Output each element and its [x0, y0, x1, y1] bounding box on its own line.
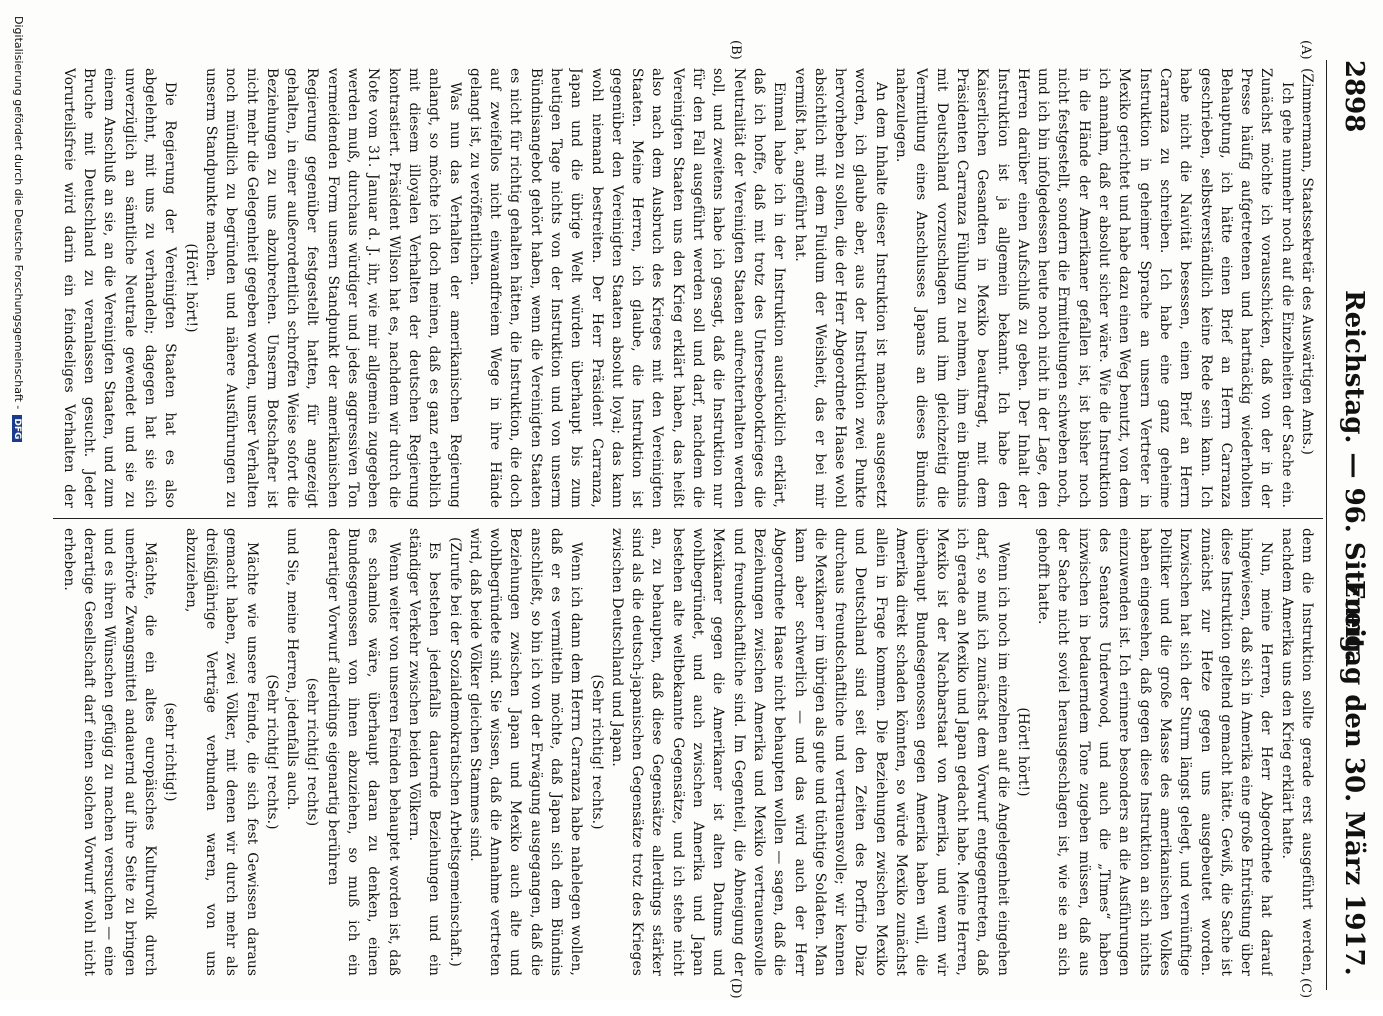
paragraph: Wenn ich noch im einzelnen auf die Angelegenheit eingehen darf, so muß ich zunächst dem Vorwurf entgegentreten, daß ich gerade an Mexiko und Japan gedacht habe. Meine Herren, Mexiko ist der Nachbarstaat von Amerika, und wenn wir überhaupt Bundesgenossen gegen Amerika haben will, die Amerika direkt schaden könnten, so würde Mexiko zunächst allein in Frage kommen. Die Beziehungen zwischen Mexiko und Deutschland sind seit den Zeiten des Porfirio Diaz durchaus freundschaftliche und vertrauensvolle; wir kennen die Mexikaner im übrigen als gute und tüchtige Soldaten. Man kann aber schwerlich — und das wird auch der Herr Abgeordnete Haase nicht behaupten wollen — sagen, daß die Beziehungen zwischen Amerika und Mexiko vertrauensvolle und freundschaftliche sind. Im Gegenteil, die Abneigung der Mexikaner gegen die Amerikaner ist alten Datums und wohlbegründet, und auch zwischen Amerika und Japan bestehen alte weltbekannte Gegensätze, und ich stehe nicht an, zu behaupten, daß diese Gegensätze allerdings stärker sind als die deutsch-japanischen Gegensätze trotz des Krieges zwischen Deutschland und Japan.	[608, 528, 1011, 976]
paragraph: Die Regierung der Vereinigten Staaten hat es also abgelehnt, mit uns zu verhandeln; dagegen hat sie sich unverzüglich an sämtliche Neutrale gewendet und sie zu einem Anschluß an sie, an die Vereinigten Staaten, und zum Bruche mit Deutschland zu veranlassen gesucht. Jeder Vorurteilsfreie wird darin ein feindseliges Verhalten der	[60, 68, 179, 508]
interjection: (sehr richtig! rechts)	[304, 677, 321, 827]
page-number: 2898	[1339, 60, 1369, 133]
paragraph: Mächte, die ein altes europäisches Kulturvolk durch unerhörte Zwangsmittel andauernd auf ihre Seite zu bringen und es ihren Wünschen gefügig zu machen versuchen — eine derartige Gesellschaft darf einen solchen Vorwurf wohl nicht erheben.	[60, 528, 159, 976]
paragraph: Es bestehen jedenfalls dauernde Beziehungen und ein ständiger Verkehr zwischen beiden Völkern.	[405, 528, 443, 976]
interjection: (Zurufe bei der Sozialdemokratischen Arbeitsgemeinschaft.)	[446, 537, 463, 967]
margin-mark-c: (C)	[1298, 978, 1313, 999]
paragraph: Mächte wie unsere Feinde, die sich fest Gewissen daraus gemacht haben, zwei Völker, mit denen wir durch mehr als dreißigjährige Verträge verbunden waren, von uns abzuziehen,	[182, 528, 260, 976]
interjection: (Hört! hört!)	[1014, 707, 1031, 797]
paragraph: Einmal habe ich in der Instruktion ausdrücklich erklärt, daß ich hoffe, daß mit trotz des Unterseebootkrieges die Neutralität der Vereinigten Staaten aufrechterhalten werden soll, und zweitens habe ich gesagt, daß die Instruktion nur für den Fall ausgeführt werden soll und darf, nachdem die Vereinigten Staaten uns den Krieg erklärt haben, das heißt also nach dem Ausbruch des Krieges mit den Vereinigten Staaten. Meine Herren, ich glaube, die Instruktion ist gegenüber den Vereinigten Staaten absolut loyal; das kann wohl niemand bestreiten. Der Herr Präsident Carranza, Japan und die übrige Welt würden überhaupt bis zum heutigen Tage nichts von der Instruktion und von unserm Bündnisangebot gehört haben, wenn die Vereinigten Staaten es nicht für richtig gehalten hätten, die Instruktion, die doch auf zweifellos nicht einwandfreiem Wege in ihre Hände gelangt ist, zu veröffentlichen.	[466, 68, 788, 508]
paragraph: und Sie, meine Herren, jedenfalls auch.	[284, 528, 301, 811]
credit-text: Digitalisierung gefördert durch die Deutsche Forschungsgemeinschaft -	[12, 16, 25, 410]
interjection	[57, 528, 59, 976]
right-text-column	[57, 528, 1317, 976]
header-left-title: Reichstag. — 96. Sitzung.	[1339, 290, 1369, 663]
paragraph: Ich gehe nunmehr noch auf die Einzelheiten der Sache ein. Zunächst möchte ich vorausschicken, daß von der in der Presse häufig aufgetretenen und hartnäckig wiederholten Behauptung, ich hätte einen Brief an Herrn Carranza geschrieben, selbstverständlich keine Rede sein kann. Ich habe nicht die Naivität besessen, einen Brief an Herrn Carranza zu schreiben. Ich habe eine ganz geheime Instruktion in geheimer Sprache an unsern Vertreter in Mexiko gerichtet und habe dazu einen Weg benutzt, von dem ich annahm, daß er absolut sicher wäre. Wie die Instruktion in die Hände der Amerikaner gefallen ist, ist bisher noch nicht festgestellt, sondern die Ermittelungen schweben noch, und ich bin infolgedessen heute noch nicht in der Lage, den Herren darüber einen Aufschluß zu geben. Der Inhalt der Instruktion ist ja allgemein bekannt. Ich habe den Kaiserlichen Gesandten in Mexiko beauftragt, mit dem Präsidenten Carranza Fühlung zu nehmen, ihm ein Bündnis mit Deutschland vorzuschlagen und ihm gleichzeitig die Vermittlung eines Anschlusses Japans an dieses Bündnis nahezulegen.	[893, 68, 1295, 508]
margin-mark-d: (D)	[728, 978, 743, 999]
digitization-credit	[12, 0, 25, 1016]
page-header	[1329, 60, 1369, 990]
interjection: (Sehr richtig! rechts.)	[588, 674, 605, 830]
paragraph: Wenn ich dann dem Herrn Carranza habe nahelegen wollen, daß er es vermitteln möchte, daß Japan sich dem Bündnis anschließt, so bin ich von der Erwägung ausgegangen, daß die Beziehungen zwischen Japan und Mexiko auch alte und wohlbegründete sind. Sie wissen, daß die Annahme vertreten wird, daß beide Völker gleichen Stammes sind.	[466, 528, 585, 976]
paragraph: Nun, meine Herren, der Herr Abgeordnete hat darauf hingewiesen, daß sich in Amerika eine große Entrüstung über diese Instruktion geltend gemacht hätte. Gewiß, die Sache ist zunächst zur Hetze gegen uns ausgebeutet worden. Inzwischen hat sich der Sturm längst gelegt, und vernünftige Politiker und die große Masse des amerikanischen Volkes haben eingesehen, daß gegen diese Instruktion an sich nichts einzuwenden ist. Ich erinnere besonders an die Ausführungen des Senators Underwood, und auch die „Times“ haben inzwischen in bedauerndem Tone zugeben müssen, daß aus der Sache nicht soviel herausgeschlagen ist, wie sie an sich gehofft hatte.	[1035, 528, 1275, 976]
paragraph: An dem Inhalte dieser Instruktion ist manches ausgesetzt worden, ich glaube aber, aus der Instruktion zwei Punkte hervorheben zu sollen, die der Herr Abgeordnete Haase wohl absichtlich mit dem Fluidum der Weisheit, das er bei mir vermißt hat, angeführt hat.	[791, 68, 889, 508]
paragraph: Was nun das Verhalten der amerikanischen Regierung anlangt, so möchte ich doch meinen, daß es ganz erheblich mit diesem illoyalen Verhalten der deutschen Regierung kontrastiert. Präsident Wilson hat es, nachdem wir durch die Note vom 31. Januar d. J. ihr, wie mir allgemein zugegeben werden muß, durchaus würdiger und jedes aggressiven Ton vermeidenden Form unsern Standpunkt der amerikanischen Regierung gegenüber festgestellt hatten, für angezeigt gehalten, in einer außerordentlich schroffen Weise sofort die Beziehungen zu uns abzubrechen. Unserm Botschafter ist nicht mehr die Gelegenheit gegeben worden, unser Verhalten noch mündlich zu begründen und nähere Ausführungen zu unserm Standpunkte machen.	[202, 68, 463, 508]
interjection: (Hört! hört!)	[182, 243, 199, 333]
dfg-logo: DFG	[12, 415, 22, 442]
column-divider	[53, 518, 1323, 519]
interjection: (sehr richtig!)	[162, 702, 179, 802]
interjection: (Sehr richtig! rechts.)	[263, 674, 280, 830]
speaker-line: (Zimmermann, Staatssekretär des Auswärtigen Amts.)	[1299, 68, 1315, 456]
paragraph: Wenn weiter von unseren Feinden behauptet worden ist, daß es schamlos wäre, überhaupt daran zu denken, einen Bundesgenossen von ihnen abzuziehen, so muß ich ein derartiger Vorwurf allerdings eigenartig berühren	[324, 528, 402, 976]
margin-mark-a: (A)	[1298, 40, 1313, 60]
header-rule	[1326, 60, 1327, 990]
margin-mark-b: (B)	[728, 40, 743, 60]
left-text-column	[57, 68, 1317, 508]
header-right-title: Freitag den 30. März 1917.	[1339, 580, 1369, 976]
paragraph: denn die Instruktion sollte gerade erst ausgeführt werden, nachdem Amerika uns den Krieg erklärt hatte.	[1278, 528, 1315, 976]
